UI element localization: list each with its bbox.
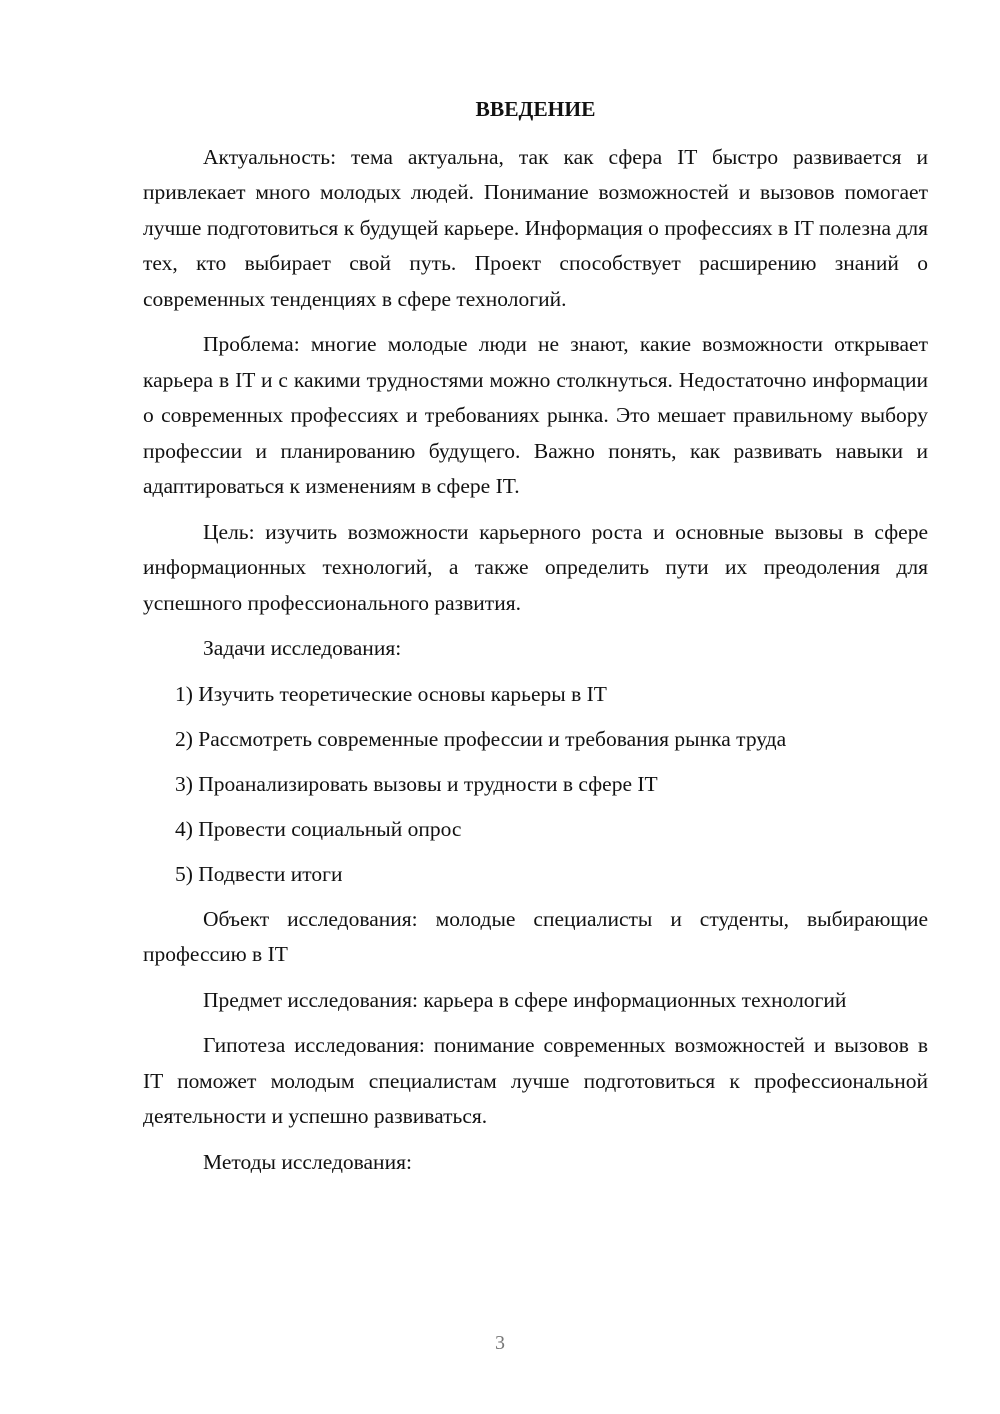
- task-item-1: 1) Изучить теоретические основы карьеры в IT: [175, 681, 607, 706]
- object-paragraph: Объект исследования: молодые специалисты и студенты, выбирающие профессию в IT: [143, 906, 928, 966]
- relevance-paragraph: Актуальность: тема актуальна, так как сфера IT быстро развивается и привлекает много молодых людей. Понимание возможностей и вызовов помогает лучше подготовиться к будущей карьере. Информация о профессиях в IT полезна для тех, кто выбирает свой путь. Проект способствует расширению знаний о современных тенденциях в сфере технологий.: [143, 144, 928, 311]
- page-title: ВВЕДЕНИЕ: [475, 97, 596, 121]
- methods-heading: Методы исследования:: [203, 1149, 412, 1174]
- hypothesis-paragraph: Гипотеза исследования: понимание современных возможностей и вызовов в IT поможет молодым специалистам лучше подготовиться к профессиональной деятельности и успешно развиваться.: [143, 1033, 928, 1128]
- goal-paragraph: Цель: изучить возможности карьерного роста и основные вызовы в сфере информационных технологий, а также определить пути их преодоления для успешного профессионального развития.: [143, 519, 928, 615]
- tasks-heading: Задачи исследования:: [203, 636, 402, 660]
- task-item-5: 5) Подвести итоги: [175, 861, 343, 886]
- page-number: 3: [495, 1332, 505, 1354]
- subject-paragraph: Предмет исследования: карьера в сфере информационных технологий: [203, 987, 847, 1012]
- task-item-3: 3) Проанализировать вызовы и трудности в сфере IT: [175, 771, 658, 796]
- page-content: [143, 92, 928, 1190]
- task-item-2: 2) Рассмотреть современные профессии и требования рынка труда: [175, 726, 787, 751]
- problem-paragraph: Проблема: многие молодые люди не знают, какие возможности открывает карьера в IT и с какими трудностями можно столкнуться. Недостаточно информации о современных профессиях и требованиях рынка. Это мешает правильному выбору профессии и планированию будущего. Важно понять, как развивать навыки и адаптироваться к изменениям в сфере IT.: [143, 332, 928, 498]
- task-item-4: 4) Провести социальный опрос: [175, 816, 462, 841]
